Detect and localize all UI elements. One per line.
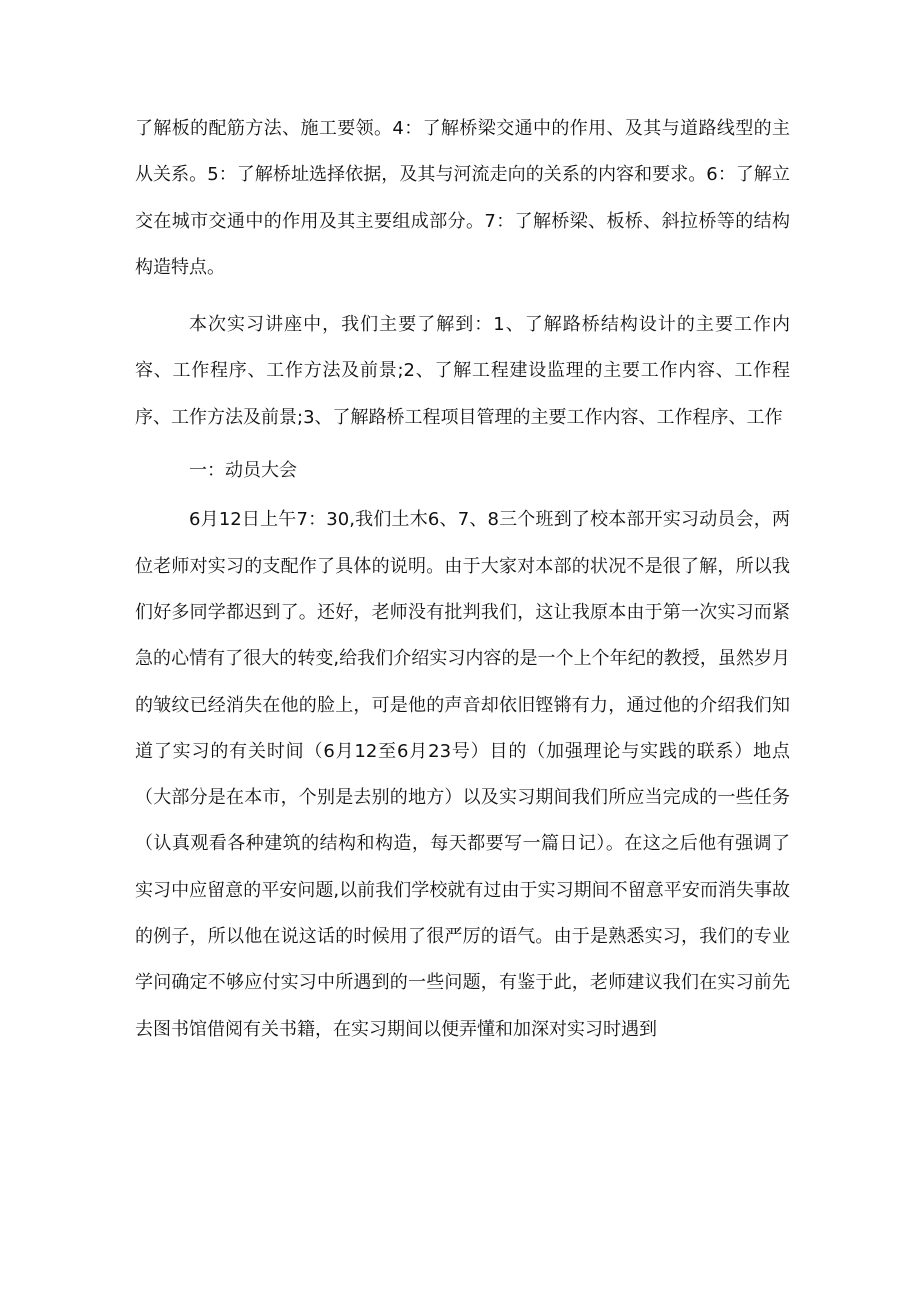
paragraph-continuation: 了解板的配筋方法、施工要领。4：了解桥梁交通中的作用、及其与道路线型的主从关系。5：了解桥址选择依据，及其与河流走向的关系的内容和要求。6：了解立交在城市交通中的作用及其主要组成部分。7：了解桥梁、板桥、斜拉桥等的结构构造特点。 [135, 118, 790, 278]
paragraph-mobilization-meeting: 6月12日上午7：30,我们土木6、7、8三个班到了校本部开实习动员会，两位老师对实习的支配作了具体的说明。由于大家对本部的状况不是很了解，所以我们好多同学都迟到了。还好，老师没有批判我们，这让我原本由于第一次实习而紧急的心情有了很大的转变,给我们介绍实习内容的是一个上个年纪的教授，虽然岁月的皱纹已经消失在他的脸上，可是他的声音却依旧铿锵有力，通过他的介绍我们知道了实习的有关时间（6月12至6月23号）目的（加强理论与实践的联系）地点（大部分是在本市，个别是去别的地方）以及实习期间我们所应当完成的一些任务（认真观看各种建筑的结构和构造，每天都要写一篇日记）。在这之后他有强调了实习中应留意的平安问题,以前我们学校就有过由于实习期间不留意平安而消失事故的例子，所以他在说这话的时候用了很严厉的语气。由于是熟悉实习，我们的专业学问确定不够应付实习中所遇到的一些问题，有鉴于此，老师建议我们在实习前先去图书馆借阅有关书籍，在实习期间以便弄懂和加深对实习时遇到 [135, 509, 790, 1040]
document-body [135, 106, 790, 1053]
section-heading: 一：动员大会 [189, 460, 297, 482]
paragraph-lecture-summary: 本次实习讲座中，我们主要了解到：1、了解路桥结构设计的主要工作内容、工作程序、工作方法及前景;2、了解工程建设监理的主要工作内容、工作程序、工作方法及前景;3、了解路桥工程项目管理的主要工作内容、工作程序、工作 [135, 314, 790, 428]
